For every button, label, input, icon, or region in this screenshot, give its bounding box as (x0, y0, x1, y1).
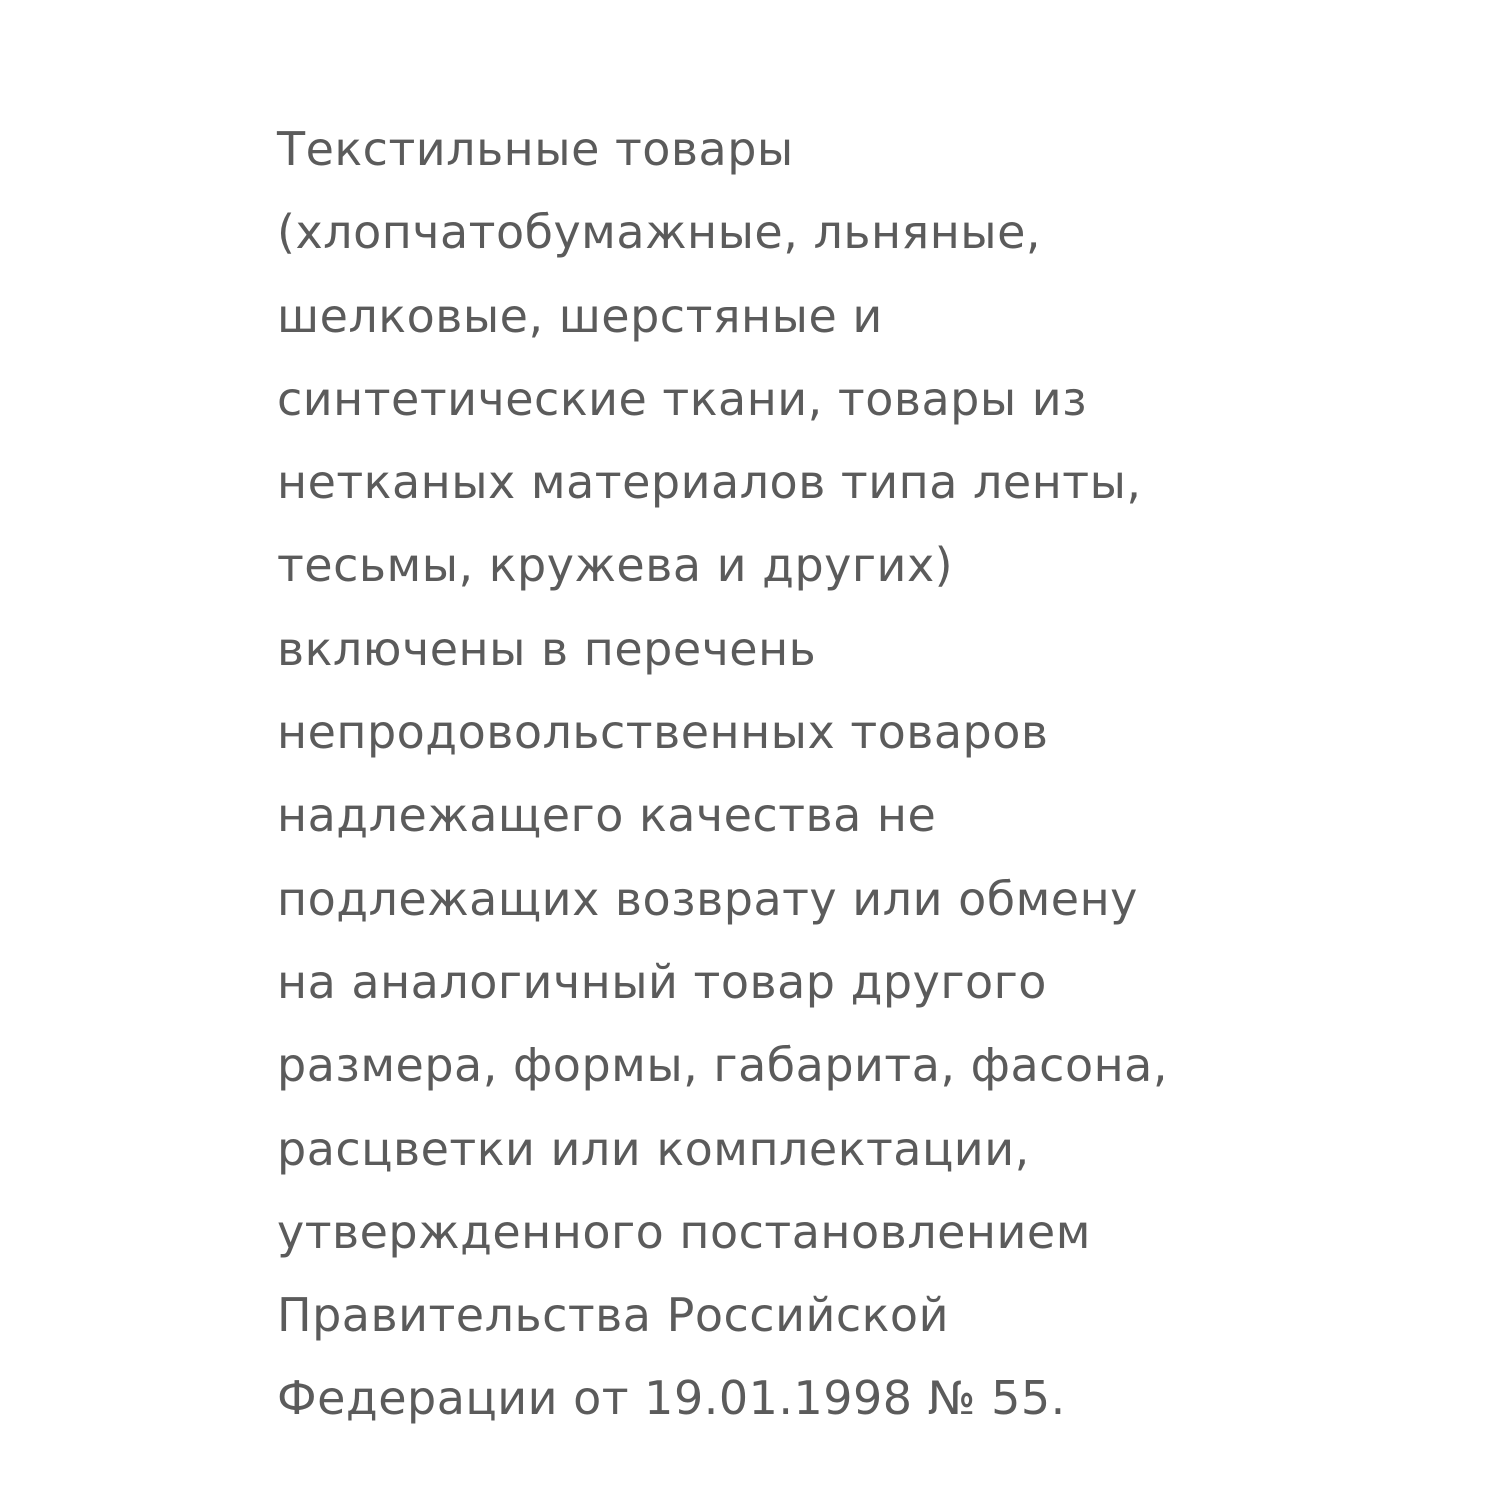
text-line: на аналогичный товар другого (277, 954, 1047, 1009)
text-line: синтетические ткани, товары из (277, 371, 1088, 426)
text-line: шелковые, шерстяные и (277, 288, 883, 343)
text-line: подлежащих возврату или обмену (277, 871, 1138, 926)
text-line: утвержденного постановлением (277, 1204, 1091, 1259)
text-line: надлежащего качества не (277, 788, 937, 843)
text-line: размера, формы, габарита, фасона, (277, 1038, 1168, 1093)
text-line: тесьмы, кружева и других) (277, 538, 954, 593)
text-line: нетканых материалов типа ленты, (277, 455, 1142, 510)
notice-text (277, 108, 1277, 1441)
text-line: (хлопчатобумажные, льняные, (277, 205, 1042, 260)
text-line: непродовольственных товаров (277, 705, 1049, 760)
text-line: Текстильные товары (277, 122, 794, 176)
text-line: расцветки или комплектации, (277, 1121, 1030, 1176)
text-line: включены в перечень (277, 621, 817, 676)
text-line: Правительства Российской (277, 1288, 949, 1343)
text-line: Федерации от 19.01.1998 № 55. (277, 1371, 1066, 1426)
